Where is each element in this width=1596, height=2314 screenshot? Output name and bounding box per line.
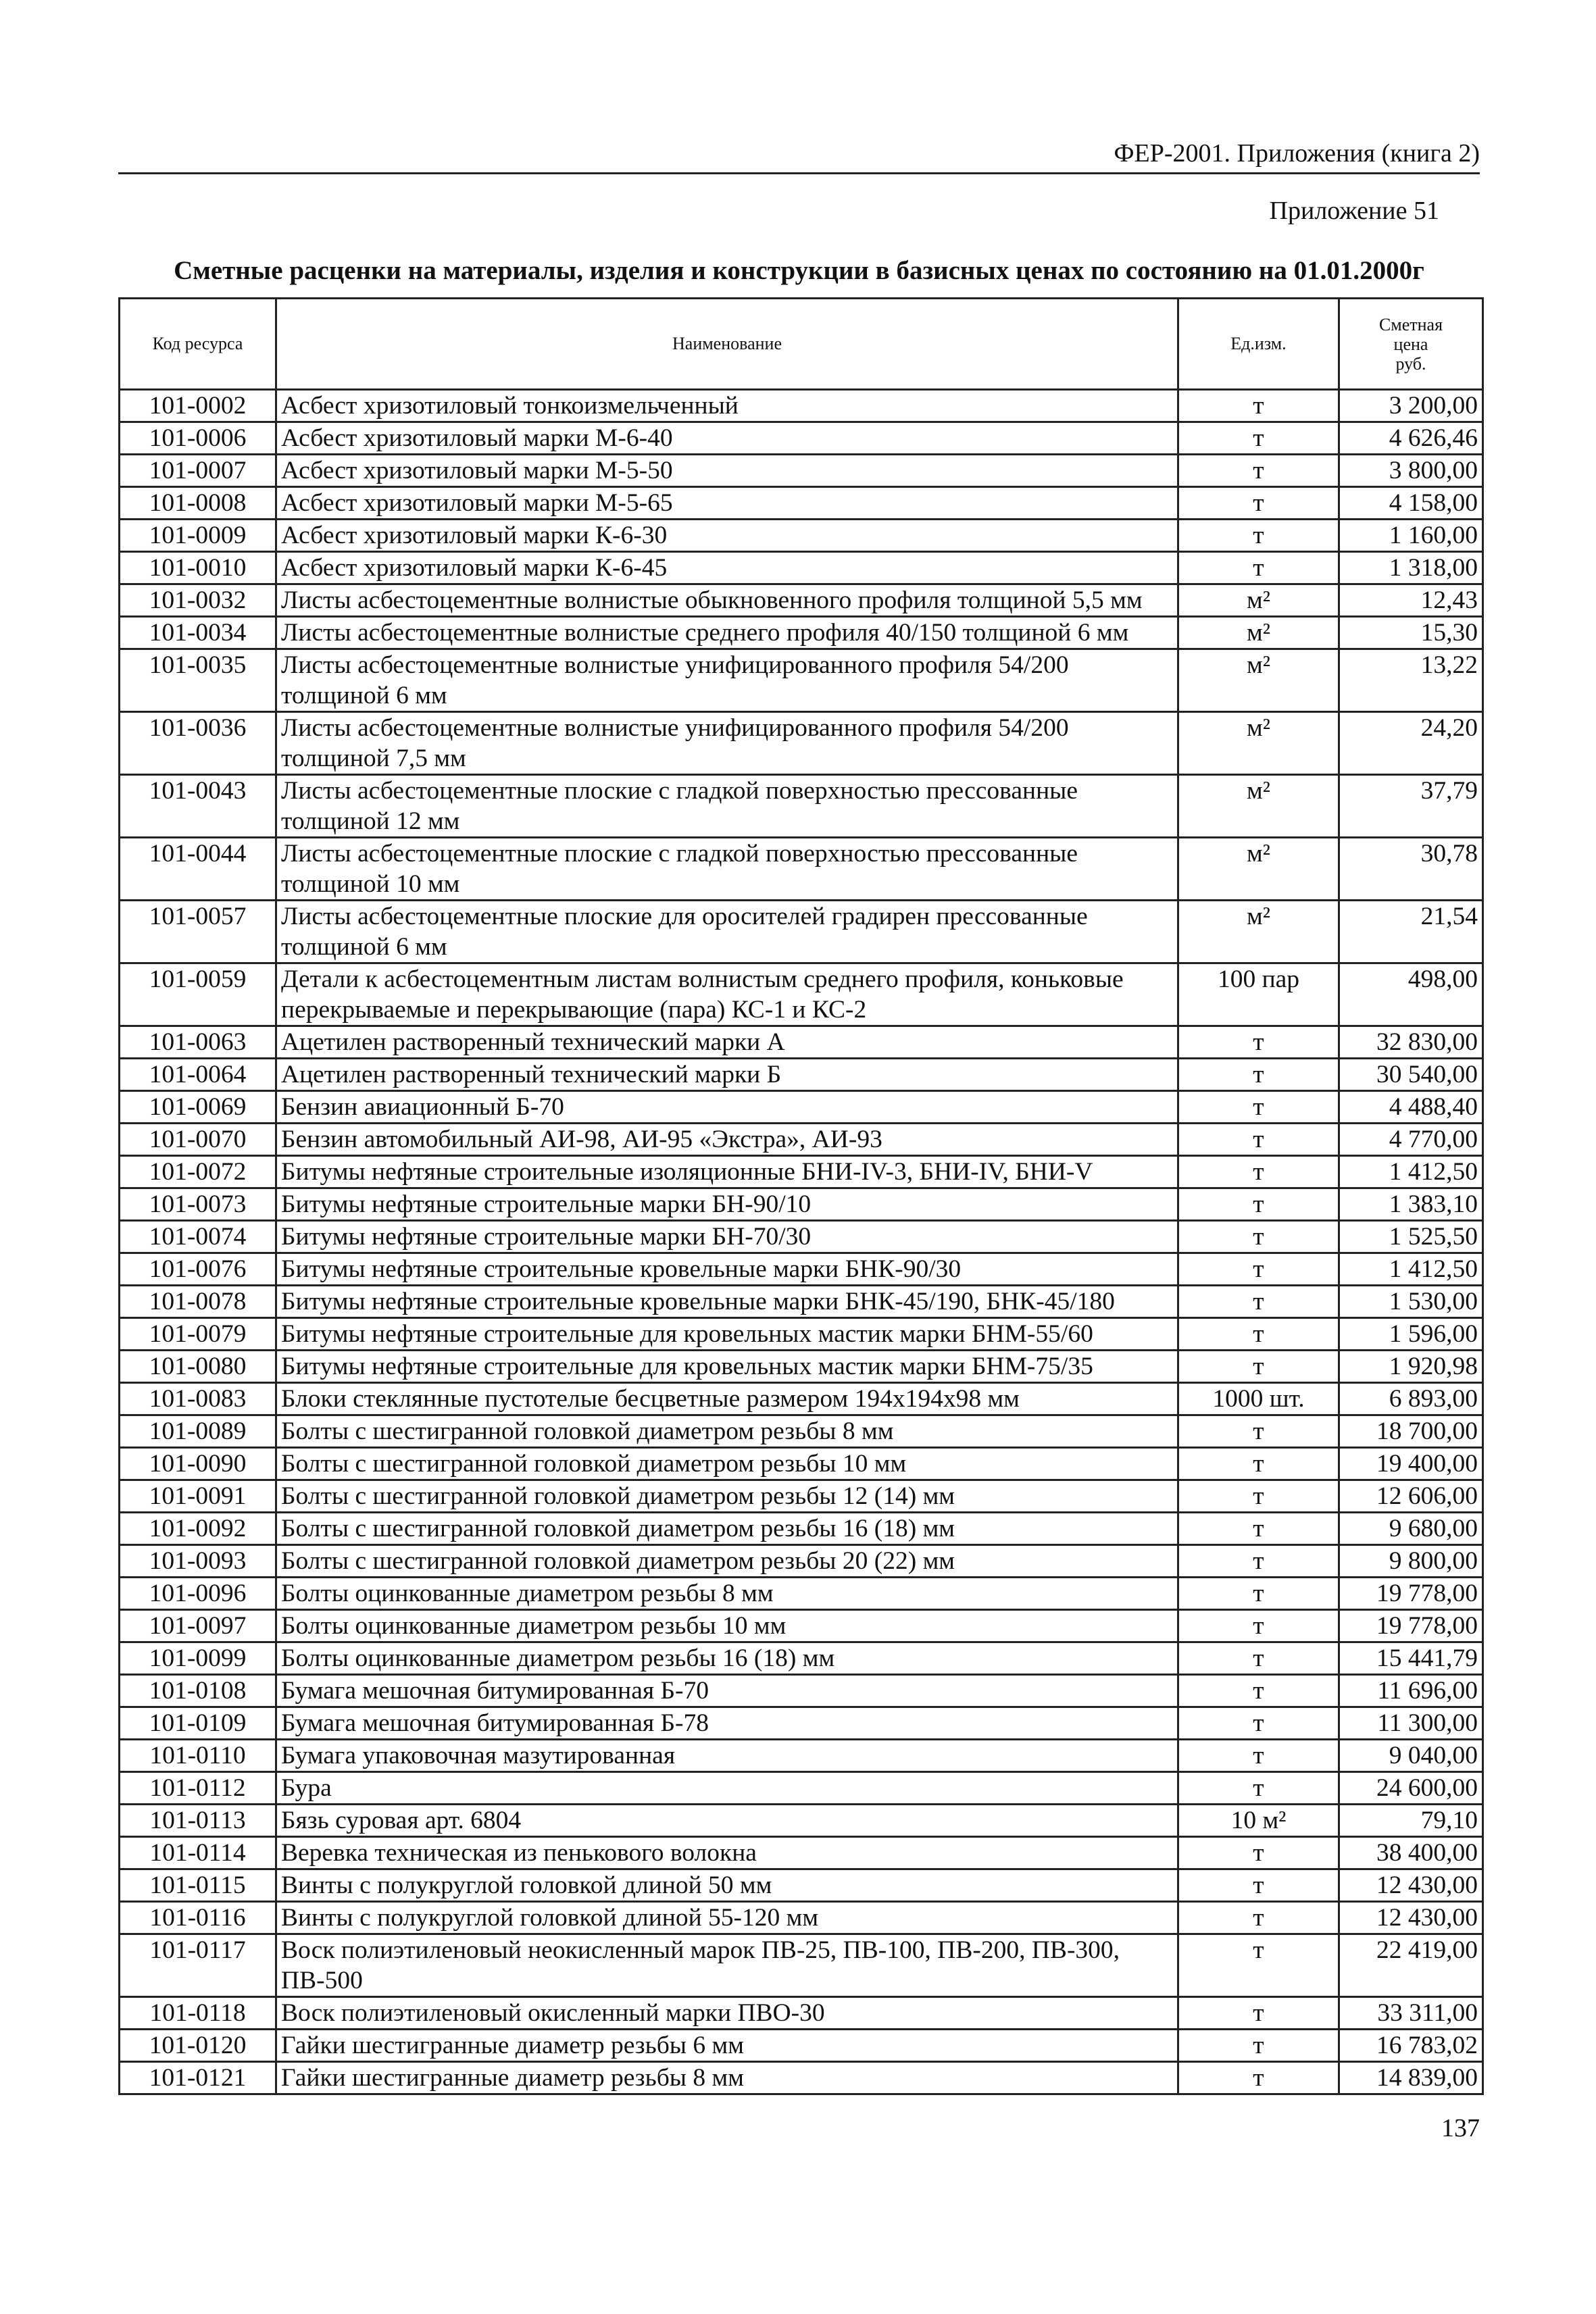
cell-name: Асбест хризотиловый марки М-5-50 [276, 455, 1178, 487]
cell-name: Листы асбестоцементные волнистые обыкновенного профиля толщиной 5,5 мм [276, 584, 1178, 617]
cell-name: Болты оцинкованные диаметром резьбы 16 (18) мм [276, 1642, 1178, 1675]
cell-name: Бензин авиационный Б-70 [276, 1091, 1178, 1124]
cell-code: 101-0064 [120, 1059, 276, 1091]
cell-unit: т [1178, 1837, 1339, 1869]
cell-price: 12 430,00 [1339, 1902, 1483, 1934]
cell-code: 101-0072 [120, 1156, 276, 1188]
table-row [120, 1059, 1483, 1091]
cell-code: 101-0057 [120, 901, 276, 963]
cell-unit: т [1178, 1902, 1339, 1934]
table-row [120, 775, 1483, 838]
cell-name: Воск полиэтиленовый окисленный марки ПВО-30 [276, 1997, 1178, 2030]
column-header-price-line3: руб. [1395, 353, 1426, 374]
cell-code: 101-0116 [120, 1902, 276, 1934]
cell-name: Битумы нефтяные строительные марки БН-90/10 [276, 1188, 1178, 1221]
column-header-name: Наименование [276, 299, 1178, 390]
cell-price: 12,43 [1339, 584, 1483, 617]
table-row [120, 649, 1483, 712]
cell-code: 101-0070 [120, 1124, 276, 1156]
cell-code: 101-0069 [120, 1091, 276, 1124]
table-row [120, 1513, 1483, 1545]
cell-price: 1 412,50 [1339, 1253, 1483, 1286]
table-row [120, 1997, 1483, 2030]
appendix-label: Приложение 51 [1269, 197, 1439, 225]
cell-unit: т [1178, 1091, 1339, 1124]
table-row [120, 455, 1483, 487]
cell-unit: т [1178, 1253, 1339, 1286]
cell-name: Листы асбестоцементные волнистые унифицированного профиля 54/200 толщиной 6 мм [276, 649, 1178, 712]
cell-unit: т [1178, 455, 1339, 487]
cell-unit: т [1178, 2062, 1339, 2094]
cell-unit: 1000 шт. [1178, 1383, 1339, 1415]
cell-price: 30,78 [1339, 838, 1483, 901]
cell-unit: т [1178, 1318, 1339, 1351]
cell-unit: т [1178, 1578, 1339, 1610]
table-row [120, 1902, 1483, 1934]
table-row [120, 1221, 1483, 1253]
cell-code: 101-0007 [120, 455, 276, 487]
cell-code: 101-0002 [120, 390, 276, 422]
cell-name: Бензин автомобильный АИ-98, АИ-95 «Экстра», АИ-93 [276, 1124, 1178, 1156]
table-row [120, 838, 1483, 901]
cell-name: Битумы нефтяные строительные для кровельных мастик марки БНМ-75/35 [276, 1351, 1178, 1383]
cell-price: 33 311,00 [1339, 1997, 1483, 2030]
cell-code: 101-0006 [120, 422, 276, 455]
column-header-price-line2: цена [1393, 334, 1428, 354]
cell-unit: т [1178, 1221, 1339, 1253]
cell-name: Листы асбестоцементные плоские с гладкой поверхностью прессованные толщиной 12 мм [276, 775, 1178, 838]
cell-code: 101-0059 [120, 963, 276, 1026]
cell-code: 101-0115 [120, 1869, 276, 1902]
table-row [120, 1837, 1483, 1869]
cell-name: Болты оцинкованные диаметром резьбы 8 мм [276, 1578, 1178, 1610]
cell-unit: т [1178, 520, 1339, 552]
cell-code: 101-0080 [120, 1351, 276, 1383]
cell-unit: т [1178, 1415, 1339, 1448]
cell-unit: т [1178, 1772, 1339, 1805]
table-row [120, 1934, 1483, 1997]
cell-name: Болты с шестигранной головкой диаметром резьбы 16 (18) мм [276, 1513, 1178, 1545]
table-row [120, 2062, 1483, 2094]
cell-unit: м² [1178, 901, 1339, 963]
cell-price: 37,79 [1339, 775, 1483, 838]
table-row [120, 422, 1483, 455]
column-header-unit: Ед.изм. [1178, 299, 1339, 390]
cell-price: 79,10 [1339, 1805, 1483, 1837]
table-row [120, 1545, 1483, 1578]
cell-price: 30 540,00 [1339, 1059, 1483, 1091]
cell-name: Винты с полукруглой головкой длиной 55-120 мм [276, 1902, 1178, 1934]
cell-code: 101-0063 [120, 1026, 276, 1059]
cell-price: 1 412,50 [1339, 1156, 1483, 1188]
cell-unit: м² [1178, 584, 1339, 617]
cell-name: Листы асбестоцементные плоские с гладкой поверхностью прессованные толщиной 10 мм [276, 838, 1178, 901]
cell-name: Бумага мешочная битумированная Б-70 [276, 1675, 1178, 1707]
cell-name: Ацетилен растворенный технический марки А [276, 1026, 1178, 1059]
cell-price: 1 318,00 [1339, 552, 1483, 584]
table-row [120, 1156, 1483, 1188]
cell-name: Ацетилен растворенный технический марки Б [276, 1059, 1178, 1091]
cell-price: 9 680,00 [1339, 1513, 1483, 1545]
cell-price: 3 200,00 [1339, 390, 1483, 422]
cell-unit: 100 пар [1178, 963, 1339, 1026]
column-header-code: Код ресурса [120, 299, 276, 390]
cell-unit: м² [1178, 838, 1339, 901]
cell-price: 38 400,00 [1339, 1837, 1483, 1869]
cell-unit: т [1178, 390, 1339, 422]
cell-code: 101-0118 [120, 1997, 276, 2030]
cell-price: 1 920,98 [1339, 1351, 1483, 1383]
cell-unit: т [1178, 1545, 1339, 1578]
cell-name: Бумага мешочная битумированная Б-78 [276, 1707, 1178, 1740]
cell-code: 101-0090 [120, 1448, 276, 1480]
cell-unit: т [1178, 1480, 1339, 1513]
table-header-row [120, 299, 1483, 390]
cell-unit: т [1178, 1642, 1339, 1675]
cell-unit: т [1178, 1059, 1339, 1091]
table-row [120, 1188, 1483, 1221]
cell-code: 101-0034 [120, 617, 276, 649]
cell-price: 1 160,00 [1339, 520, 1483, 552]
cell-code: 101-0121 [120, 2062, 276, 2094]
cell-unit: м² [1178, 617, 1339, 649]
cell-unit: т [1178, 1448, 1339, 1480]
cell-code: 101-0074 [120, 1221, 276, 1253]
cell-unit: т [1178, 1610, 1339, 1642]
cell-unit: т [1178, 1188, 1339, 1221]
cell-name: Болты с шестигранной головкой диаметром резьбы 8 мм [276, 1415, 1178, 1448]
cell-price: 12 606,00 [1339, 1480, 1483, 1513]
table-row [120, 1707, 1483, 1740]
cell-price: 19 778,00 [1339, 1578, 1483, 1610]
cell-name: Листы асбестоцементные волнистые среднего профиля 40/150 толщиной 6 мм [276, 617, 1178, 649]
cell-name: Гайки шестигранные диаметр резьбы 6 мм [276, 2030, 1178, 2062]
table-row [120, 617, 1483, 649]
table-row [120, 901, 1483, 963]
cell-price: 19 778,00 [1339, 1610, 1483, 1642]
cell-code: 101-0114 [120, 1837, 276, 1869]
cell-unit: м² [1178, 649, 1339, 712]
cell-price: 4 488,40 [1339, 1091, 1483, 1124]
cell-price: 9 800,00 [1339, 1545, 1483, 1578]
table-row [120, 1578, 1483, 1610]
cell-code: 101-0092 [120, 1513, 276, 1545]
cell-code: 101-0096 [120, 1578, 276, 1610]
cell-name: Веревка техническая из пенькового волокна [276, 1837, 1178, 1869]
table-row [120, 1740, 1483, 1772]
document-title: Сметные расценки на материалы, изделия и конструкции в базисных ценах по состоянию на 01.01.2000г [174, 256, 1424, 285]
cell-code: 101-0079 [120, 1318, 276, 1351]
cell-code: 101-0009 [120, 520, 276, 552]
cell-code: 101-0097 [120, 1610, 276, 1642]
cell-price: 15,30 [1339, 617, 1483, 649]
cell-name: Бура [276, 1772, 1178, 1805]
cell-unit: т [1178, 552, 1339, 584]
cell-code: 101-0076 [120, 1253, 276, 1286]
cell-code: 101-0083 [120, 1383, 276, 1415]
cell-code: 101-0109 [120, 1707, 276, 1740]
cell-code: 101-0032 [120, 584, 276, 617]
cell-price: 14 839,00 [1339, 2062, 1483, 2094]
table-row [120, 1805, 1483, 1837]
cell-name: Болты с шестигранной головкой диаметром резьбы 20 (22) мм [276, 1545, 1178, 1578]
cell-name: Детали к асбестоцементным листам волнистым среднего профиля, коньковые перекрываемые и перекрывающие (пара) КС-1 и КС-2 [276, 963, 1178, 1026]
table-row [120, 1026, 1483, 1059]
cell-code: 101-0036 [120, 712, 276, 775]
cell-code: 101-0117 [120, 1934, 276, 1997]
table-row [120, 1318, 1483, 1351]
cell-name: Асбест хризотиловый марки М-5-65 [276, 487, 1178, 520]
cell-price: 6 893,00 [1339, 1383, 1483, 1415]
table-row [120, 552, 1483, 584]
cell-price: 1 530,00 [1339, 1286, 1483, 1318]
cell-unit: т [1178, 1513, 1339, 1545]
table-row [120, 1642, 1483, 1675]
cell-name: Асбест хризотиловый тонкоизмельченный [276, 390, 1178, 422]
cell-price: 16 783,02 [1339, 2030, 1483, 2062]
cell-name: Асбест хризотиловый марки М-6-40 [276, 422, 1178, 455]
cell-name: Воск полиэтиленовый неокисленный марок ПВ-25, ПВ-100, ПВ-200, ПВ-300, ПВ-500 [276, 1934, 1178, 1997]
cell-code: 101-0112 [120, 1772, 276, 1805]
cell-code: 101-0043 [120, 775, 276, 838]
cell-price: 9 040,00 [1339, 1740, 1483, 1772]
cell-unit: т [1178, 1286, 1339, 1318]
table-row [120, 1286, 1483, 1318]
cell-unit: т [1178, 1997, 1339, 2030]
cell-code: 101-0044 [120, 838, 276, 901]
cell-price: 1 596,00 [1339, 1318, 1483, 1351]
table-row [120, 1610, 1483, 1642]
cell-price: 13,22 [1339, 649, 1483, 712]
cell-price: 1 383,10 [1339, 1188, 1483, 1221]
cell-name: Битумы нефтяные строительные марки БН-70/30 [276, 1221, 1178, 1253]
cell-name: Листы асбестоцементные волнистые унифицированного профиля 54/200 толщиной 7,5 мм [276, 712, 1178, 775]
cell-unit: т [1178, 1124, 1339, 1156]
cell-unit: м² [1178, 775, 1339, 838]
table-row [120, 1253, 1483, 1286]
table-row [120, 1383, 1483, 1415]
table-row [120, 487, 1483, 520]
cell-code: 101-0108 [120, 1675, 276, 1707]
table-body [120, 390, 1483, 2094]
cell-unit: т [1178, 1675, 1339, 1707]
cell-unit: т [1178, 1934, 1339, 1997]
cell-price: 1 525,50 [1339, 1221, 1483, 1253]
cell-code: 101-0078 [120, 1286, 276, 1318]
page-number: 137 [1441, 2114, 1480, 2142]
cell-price: 11 300,00 [1339, 1707, 1483, 1740]
cell-price: 18 700,00 [1339, 1415, 1483, 1448]
cell-code: 101-0099 [120, 1642, 276, 1675]
cell-name: Асбест хризотиловый марки К-6-30 [276, 520, 1178, 552]
cell-name: Бумага упаковочная мазутированная [276, 1740, 1178, 1772]
cell-unit: т [1178, 1351, 1339, 1383]
cell-code: 101-0008 [120, 487, 276, 520]
cell-name: Бязь суровая арт. 6804 [276, 1805, 1178, 1837]
column-header-price [1339, 299, 1483, 390]
cell-name: Блоки стеклянные пустотелые бесцветные размером 194х194х98 мм [276, 1383, 1178, 1415]
cell-unit: т [1178, 1740, 1339, 1772]
cell-price: 22 419,00 [1339, 1934, 1483, 1997]
table-row [120, 1480, 1483, 1513]
price-table [118, 297, 1484, 2095]
cell-code: 101-0113 [120, 1805, 276, 1837]
table-row [120, 1869, 1483, 1902]
cell-price: 4 158,00 [1339, 487, 1483, 520]
table-row [120, 963, 1483, 1026]
table-row [120, 1091, 1483, 1124]
cell-code: 101-0091 [120, 1480, 276, 1513]
table-row [120, 1351, 1483, 1383]
table-row [120, 2030, 1483, 2062]
cell-code: 101-0120 [120, 2030, 276, 2062]
cell-code: 101-0093 [120, 1545, 276, 1578]
table-row [120, 712, 1483, 775]
column-header-price-line1: Сметная [1378, 314, 1443, 334]
table-row [120, 1124, 1483, 1156]
cell-unit: т [1178, 1156, 1339, 1188]
cell-code: 101-0110 [120, 1740, 276, 1772]
table-row [120, 1448, 1483, 1480]
cell-name: Болты оцинкованные диаметром резьбы 10 мм [276, 1610, 1178, 1642]
cell-code: 101-0010 [120, 552, 276, 584]
cell-name: Листы асбестоцементные плоские для оросителей градирен прессованные толщиной 6 мм [276, 901, 1178, 963]
cell-price: 4 626,46 [1339, 422, 1483, 455]
cell-price: 498,00 [1339, 963, 1483, 1026]
cell-unit: т [1178, 1707, 1339, 1740]
table-row [120, 1415, 1483, 1448]
cell-unit: т [1178, 487, 1339, 520]
cell-code: 101-0035 [120, 649, 276, 712]
table-row [120, 584, 1483, 617]
cell-name: Битумы нефтяные строительные кровельные марки БНК-90/30 [276, 1253, 1178, 1286]
cell-price: 32 830,00 [1339, 1026, 1483, 1059]
cell-name: Болты с шестигранной головкой диаметром резьбы 12 (14) мм [276, 1480, 1178, 1513]
table-row [120, 390, 1483, 422]
cell-unit: т [1178, 1026, 1339, 1059]
cell-name: Битумы нефтяные строительные изоляционные БНИ-IV-3, БНИ-IV, БНИ-V [276, 1156, 1178, 1188]
cell-price: 3 800,00 [1339, 455, 1483, 487]
cell-unit: м² [1178, 712, 1339, 775]
cell-name: Винты с полукруглой головкой длиной 50 мм [276, 1869, 1178, 1902]
cell-price: 21,54 [1339, 901, 1483, 963]
cell-price: 19 400,00 [1339, 1448, 1483, 1480]
running-head: ФЕР-2001. Приложения (книга 2) [1114, 139, 1480, 168]
cell-price: 12 430,00 [1339, 1869, 1483, 1902]
table-row [120, 520, 1483, 552]
cell-name: Асбест хризотиловый марки К-6-45 [276, 552, 1178, 584]
cell-name: Битумы нефтяные строительные кровельные марки БНК-45/190, БНК-45/180 [276, 1286, 1178, 1318]
cell-name: Гайки шестигранные диаметр резьбы 8 мм [276, 2062, 1178, 2094]
table-row [120, 1772, 1483, 1805]
cell-unit: 10 м² [1178, 1805, 1339, 1837]
header-rule [118, 172, 1480, 174]
cell-unit: т [1178, 422, 1339, 455]
cell-code: 101-0089 [120, 1415, 276, 1448]
cell-price: 15 441,79 [1339, 1642, 1483, 1675]
cell-unit: т [1178, 1869, 1339, 1902]
cell-name: Болты с шестигранной головкой диаметром резьбы 10 мм [276, 1448, 1178, 1480]
cell-price: 4 770,00 [1339, 1124, 1483, 1156]
cell-price: 24,20 [1339, 712, 1483, 775]
cell-code: 101-0073 [120, 1188, 276, 1221]
table-row [120, 1675, 1483, 1707]
cell-name: Битумы нефтяные строительные для кровельных мастик марки БНМ-55/60 [276, 1318, 1178, 1351]
cell-price: 11 696,00 [1339, 1675, 1483, 1707]
cell-price: 24 600,00 [1339, 1772, 1483, 1805]
cell-unit: т [1178, 2030, 1339, 2062]
